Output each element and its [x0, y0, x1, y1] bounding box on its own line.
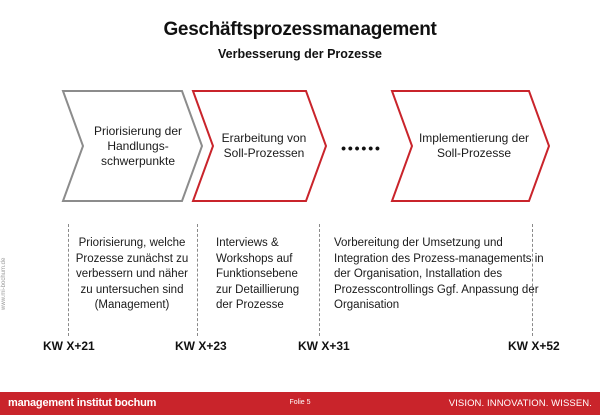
footer-slogan: VISION. INNOVATION. WISSEN.: [448, 398, 592, 409]
page-subtitle: Verbesserung der Prozesse: [218, 47, 382, 61]
phase-2-label: Erarbeitung von Soll-Prozessen: [221, 131, 307, 160]
milestone-label: KW X+31: [298, 339, 350, 353]
footer-brand: management institut bochum: [8, 397, 157, 409]
timeline-divider: [68, 224, 69, 336]
page-title: Geschäftsprozessmanagement: [163, 19, 437, 40]
timeline-divider: [319, 224, 320, 336]
phase-1-label: Priorisierung der Handlungs-schwerpunkte: [93, 123, 183, 168]
milestone-label: KW X+23: [175, 339, 227, 353]
milestone-label: KW X+52: [508, 339, 560, 353]
phase-3-label: Implementierung der Soll-Prozesse: [418, 131, 530, 160]
phase-1-description: Priorisierung, welche Prozesse zunächst zu verbessern und näher zu untersuchen sind (Management): [75, 237, 189, 311]
milestone-label: KW X+21: [43, 339, 95, 353]
phase-2-description: Interviews & Workshops auf Funktionsebene zur Detaillierung der Prozesse: [216, 237, 300, 311]
website-url: www.mi-bochum.de: [1, 257, 7, 310]
footer-bar: [0, 392, 600, 415]
timeline-divider: [197, 224, 198, 336]
page-number: Folie 5: [289, 399, 311, 406]
continuation-ellipsis: • • • • • •: [341, 140, 379, 156]
phase-3-description: Vorbereitung der Umsetzung und Integration des Prozess-managements in der Organisation, Installation des Prozesscontrollings Ggf. Anpassung der Organisation: [334, 237, 544, 311]
